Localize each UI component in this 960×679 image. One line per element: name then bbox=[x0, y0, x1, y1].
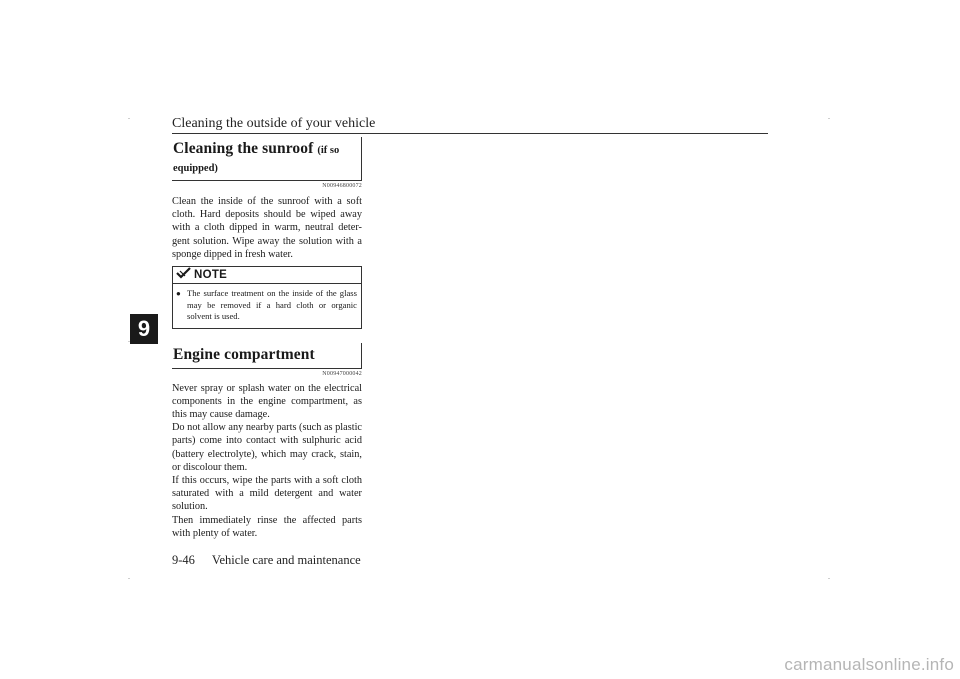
footer-section-title: Vehicle care and maintenance bbox=[211, 553, 361, 567]
note-box bbox=[172, 266, 362, 329]
page-number: 9-46 bbox=[172, 553, 195, 567]
note-label: NOTE bbox=[194, 269, 228, 282]
print-mark bbox=[828, 578, 830, 579]
print-mark bbox=[128, 118, 130, 119]
reference-code: N00946800072 bbox=[322, 183, 362, 189]
watermark: carmanualsonline.info bbox=[784, 655, 954, 674]
section-title: Cleaning the sunroof bbox=[173, 140, 314, 157]
note-header bbox=[173, 267, 361, 284]
body-paragraph: Clean the inside of the sunroof with a soft cloth. Hard deposits should be wiped away with a cloth dipped in warm, neutral deter-gent solution. Wipe away the solution with a sponge dipped in fresh water. bbox=[172, 196, 362, 260]
note-text: The surface treatment on the inside of the glass may be removed if a hard cloth or organic solvent is used. bbox=[187, 288, 357, 322]
note-item bbox=[173, 284, 361, 323]
reference-code: N00947000042 bbox=[322, 370, 362, 377]
section-subtitle: equipped) bbox=[173, 163, 218, 174]
section-heading-sunroof bbox=[172, 137, 362, 181]
section-title-suffix: (if so bbox=[317, 145, 340, 156]
body-paragraph: Do not allow any nearby parts (such as plastic parts) come into contact with sulphuric acid (battery electrolyte), which may crack, stain, or discolour them. bbox=[172, 422, 362, 473]
print-mark bbox=[828, 118, 830, 119]
header-rule bbox=[172, 133, 768, 134]
section-title: Engine compartment bbox=[173, 345, 315, 363]
bullet-icon: ● bbox=[176, 289, 181, 299]
content-column bbox=[172, 137, 362, 540]
section-heading-engine bbox=[172, 343, 362, 369]
chapter-tab: 9 bbox=[130, 314, 158, 344]
body-paragraph: If this occurs, wipe the parts with a soft cloth saturated with a mild detergent and water solution. bbox=[172, 474, 362, 513]
print-mark bbox=[128, 341, 130, 342]
pencil-check-icon bbox=[176, 266, 192, 284]
running-header-title: Cleaning the outside of your vehicle bbox=[172, 116, 376, 131]
body-paragraph: Then immediately rinse the affected parts with plenty of water. bbox=[172, 514, 362, 539]
print-mark bbox=[128, 578, 130, 579]
body-paragraph: Never spray or splash water on the electrical components in the engine compartment, as this may cause damage. bbox=[172, 382, 362, 420]
page-footer bbox=[172, 553, 361, 568]
